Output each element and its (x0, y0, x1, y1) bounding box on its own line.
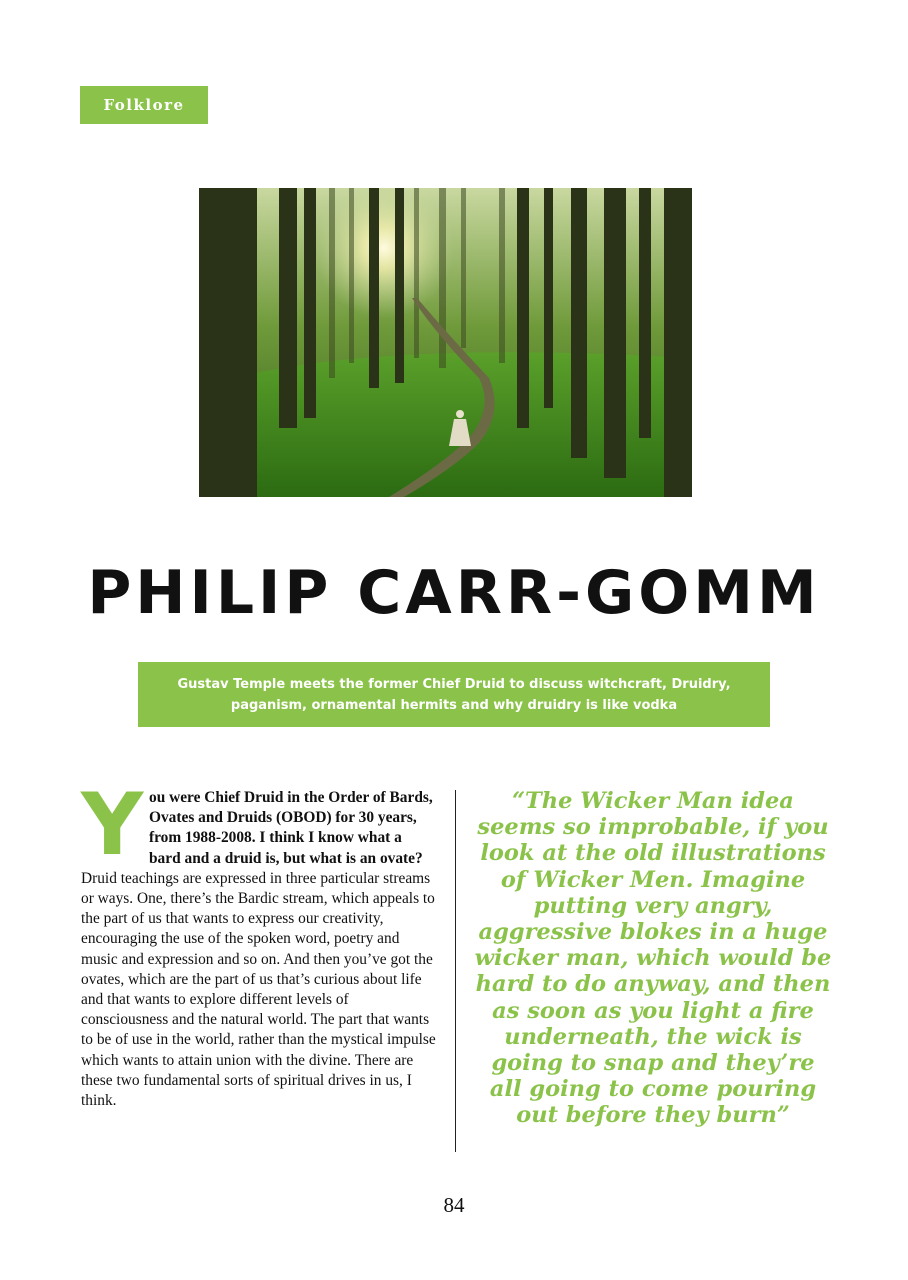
standfirst: Gustav Temple meets the former Chief Druid to discuss witchcraft, Druidry, paganism, ornamental hermits and why druidry is like vodka (138, 662, 770, 727)
page-number: 84 (443, 1193, 465, 1217)
section-tag: Folklore (80, 86, 208, 124)
interview-answer: Druid teachings are expressed in three particular streams or ways. One, there’s the Bardic stream, which appeals to the part of us that wants to express our creativity, encouraging the use of the spoken word, poetry and music and expression and so on. And then you’ve got the ovates, which are the part of us that’s curious about life and that wants to explore different levels of consciousness and the natural world. The part that wants to be of use in the world, rather than the mystical impulse which wants to attain union with the divine. There are these two fundamental sorts of spiritual drives in us, I think. (81, 869, 436, 1110)
article-body (81, 775, 437, 1111)
headline: PHILIP CARR-GOMM (87, 558, 821, 628)
column-divider (455, 790, 456, 1152)
drop-cap: Y (81, 775, 144, 875)
interview-question: ou were Chief Druid in the Order of Bards, Ovates and Druids (OBOD) for 30 years, from 1988-2008. I think I know what a bard and a druid is, but what is an ovate? (149, 789, 433, 867)
pull-quote: “The Wicker Man idea seems so improbable, if you look at the old illustrations of Wicker Men. Imagine putting very angry, aggressive blokes in a huge wicker man, which would be hard to do anyway, and then as soon as you light a fire underneath, the wick is going to snap and they’re all going to come pouring out before they burn” (474, 788, 832, 1129)
forest-photo (199, 188, 692, 497)
